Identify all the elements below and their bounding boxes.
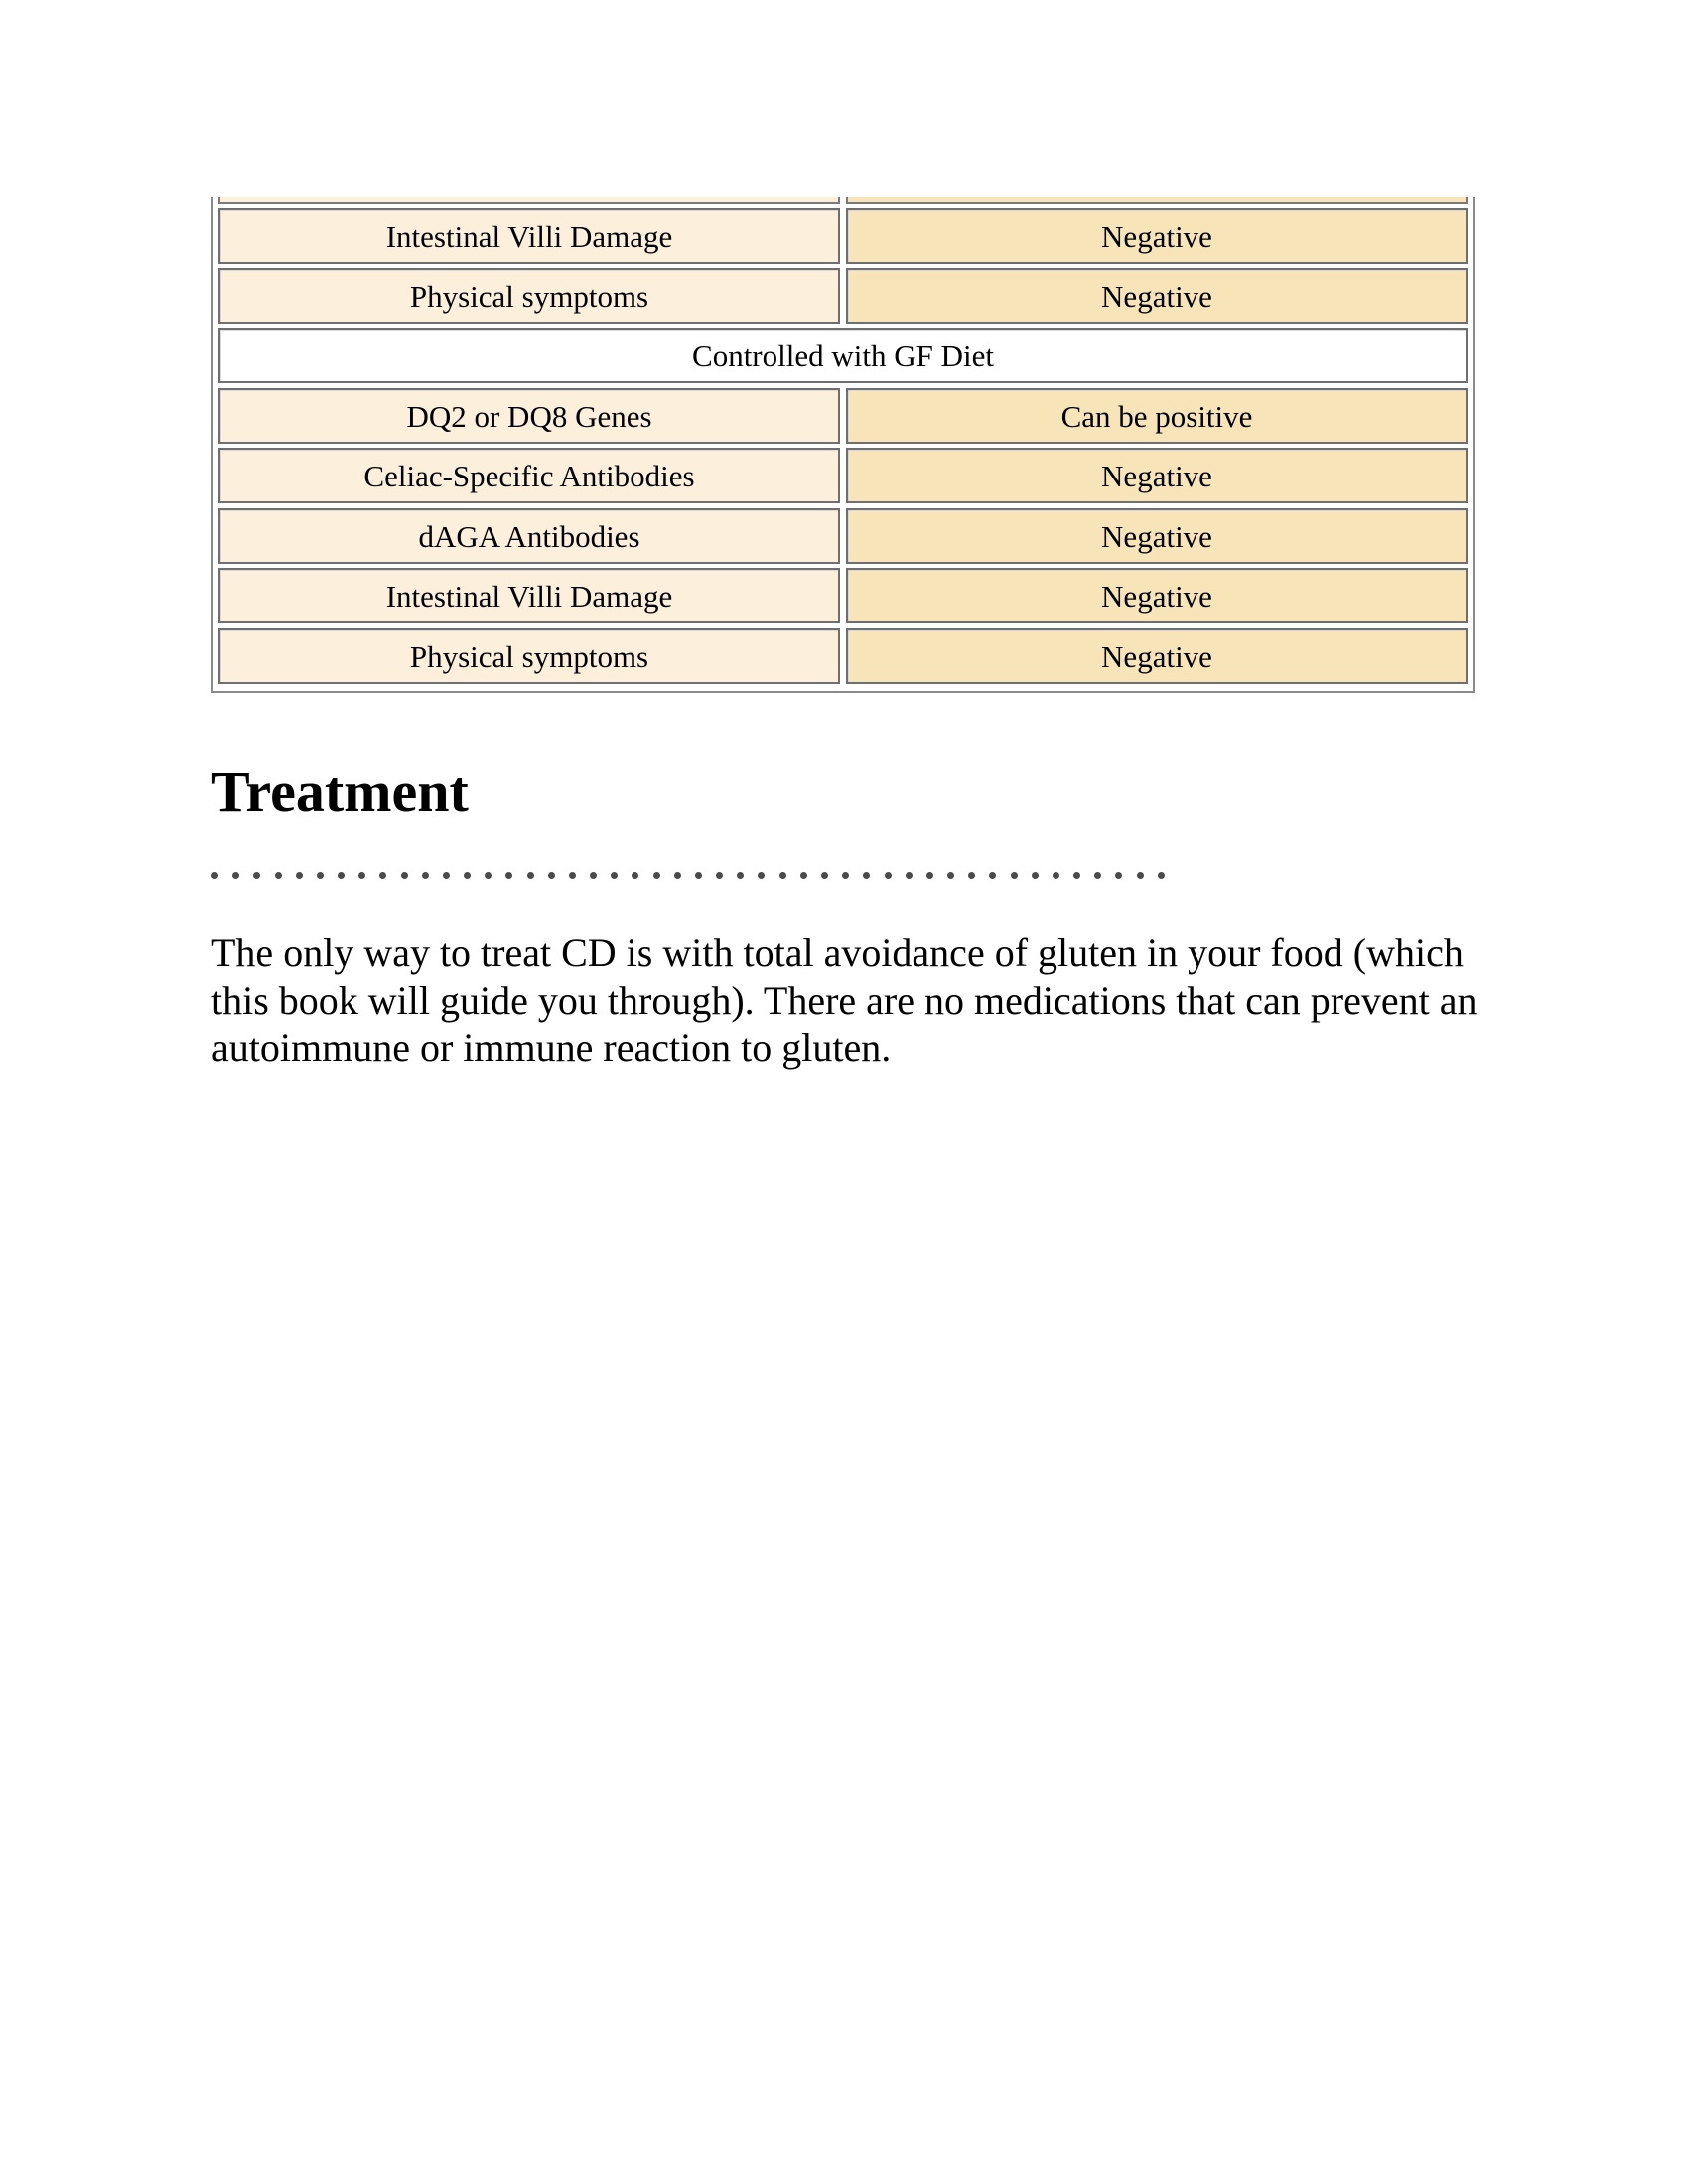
divider-dot (674, 872, 681, 879)
table-cell-partial (846, 197, 1468, 204)
divider-dot (779, 872, 786, 879)
divider-dot (926, 872, 933, 879)
divider-dot (296, 872, 303, 879)
divider-dot (232, 872, 239, 879)
divider-dot (358, 872, 365, 879)
table-row (218, 628, 1468, 684)
table-section-row (218, 328, 1468, 383)
divider-dot (611, 872, 618, 879)
divider-dot (968, 872, 975, 879)
table-cell-label: Intestinal Villi Damage (218, 208, 840, 264)
table-cell-value: Negative (846, 208, 1468, 264)
table-cell-value: Can be positive (846, 388, 1468, 444)
dotted-divider (211, 868, 1165, 882)
divider-dot (1115, 872, 1122, 879)
divider-dot (317, 872, 324, 879)
table-row (218, 508, 1468, 564)
table-cell-value: Negative (846, 268, 1468, 324)
divider-dot (527, 872, 534, 879)
divider-dot (422, 872, 429, 879)
table-cell-value: Negative (846, 628, 1468, 684)
divider-dot (632, 872, 638, 879)
section-heading: Treatment (211, 759, 469, 824)
divider-dot (1158, 872, 1165, 879)
divider-dot (989, 872, 996, 879)
divider-dot (569, 872, 576, 879)
results-table (211, 197, 1475, 693)
section-paragraph: The only way to treat CD is with total avoidance of gluten in your food (which this book will guide you through). There are no medications that can prevent an autoimmune or immune reaction to gluten. (211, 930, 1477, 1070)
divider-dot (590, 872, 597, 879)
divider-dot (379, 872, 386, 879)
divider-dot (863, 872, 870, 879)
divider-dot (253, 872, 260, 879)
table-row-partial (218, 197, 1468, 204)
divider-dot (401, 872, 408, 879)
table-cell-partial (218, 197, 840, 204)
table-row (218, 268, 1468, 324)
divider-dot (885, 872, 892, 879)
divider-dot (821, 872, 828, 879)
divider-dot (1053, 872, 1059, 879)
divider-dot (716, 872, 723, 879)
table-cell-value: Negative (846, 448, 1468, 503)
table-cell-label: dAGA Antibodies (218, 508, 840, 564)
divider-dot (1032, 872, 1039, 879)
table-cell-label: Celiac-Specific Antibodies (218, 448, 840, 503)
divider-dot (275, 872, 282, 879)
divider-dot (1094, 872, 1101, 879)
divider-dot (1011, 872, 1018, 879)
table-cell-label: DQ2 or DQ8 Genes (218, 388, 840, 444)
divider-dot (548, 872, 555, 879)
divider-dot (211, 872, 218, 879)
table-cell-value: Negative (846, 508, 1468, 564)
divider-dot (505, 872, 512, 879)
table-cell-label: Intestinal Villi Damage (218, 568, 840, 623)
table-row (218, 388, 1468, 444)
table-cell-value: Negative (846, 568, 1468, 623)
table-cell-label: Physical symptoms (218, 628, 840, 684)
divider-dot (464, 872, 471, 879)
table-section-header: Controlled with GF Diet (218, 328, 1468, 383)
table-cell-label: Physical symptoms (218, 268, 840, 324)
divider-dot (737, 872, 744, 879)
table-row (218, 568, 1468, 623)
divider-dot (758, 872, 765, 879)
divider-dot (947, 872, 954, 879)
table-row (218, 208, 1468, 264)
divider-dot (485, 872, 492, 879)
divider-dot (695, 872, 702, 879)
table-row (218, 448, 1468, 503)
divider-dot (653, 872, 660, 879)
divider-dot (443, 872, 450, 879)
divider-dot (800, 872, 807, 879)
divider-dot (842, 872, 849, 879)
divider-dot (338, 872, 345, 879)
divider-dot (1137, 872, 1144, 879)
divider-dot (906, 872, 913, 879)
divider-dot (1073, 872, 1080, 879)
